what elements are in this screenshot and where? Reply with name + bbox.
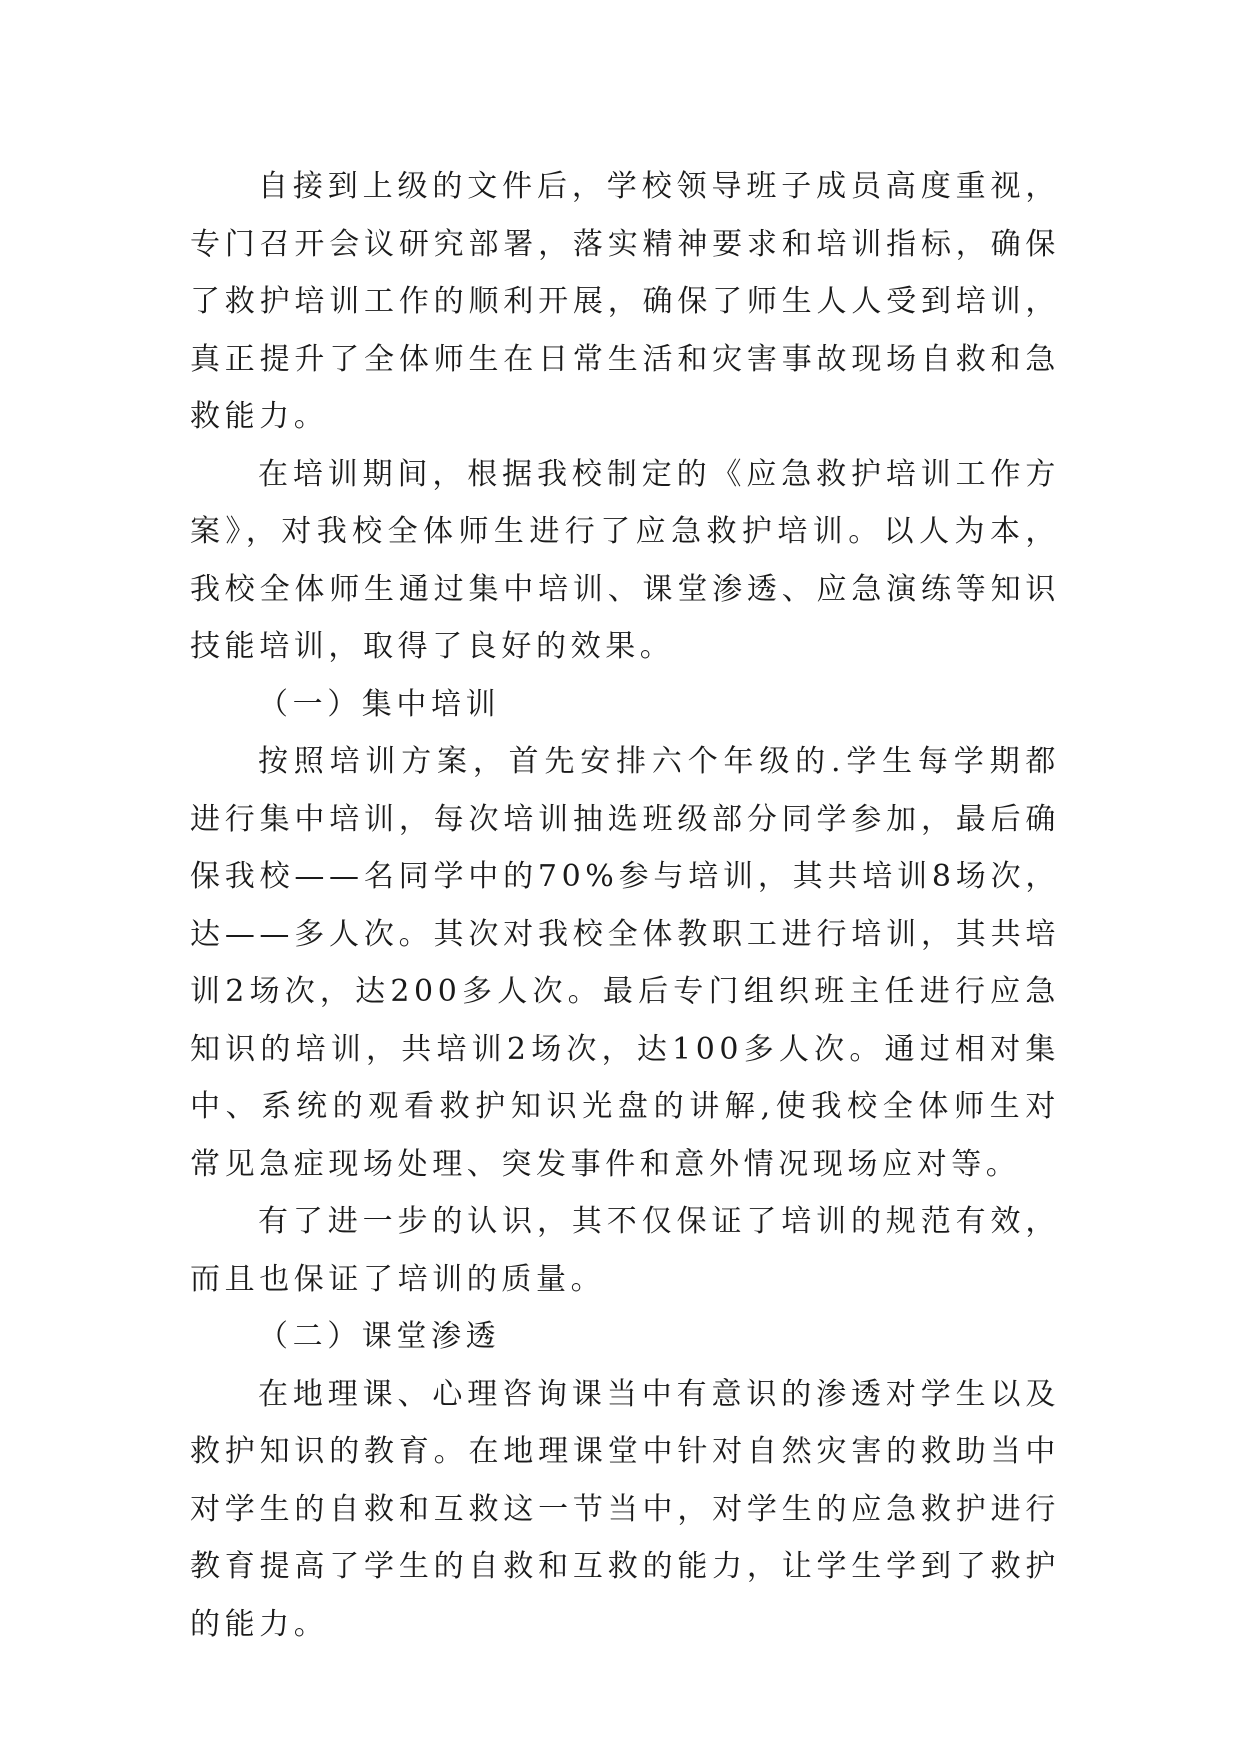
paragraph-centralized-training: 按照培训方案，首先安排六个年级的.学生每学期都进行集中培训，每次培训抽选班级部分同学参加，最后确保我校——名同学中的70%参与培训，其共培训8场次，达——多人次。其次对我校全体教职工进行培训，其共培训2场次，达200多人次。最后专门组织班主任进行应急知识的培训，共培训2场次，达100多人次。通过相对集中、系统的观看救护知识光盘的讲解,使我校全体师生对常见急症现场处理、突发事件和意外情况现场应对等。: [190, 744, 1060, 1182]
paragraph-understanding: 有了进一步的认识，其不仅保证了培训的规范有效，而且也保证了培训的质量。: [190, 1204, 1060, 1297]
paragraph-leadership: 自接到上级的文件后，学校领导班子成员高度重视，专门召开会议研究部署，落实精神要求和培训指标，确保了救护培训工作的顺利开展，确保了师生人人受到培训，真正提升了全体师生在日常生活和灾害事故现场自救和急救能力。: [190, 169, 1060, 434]
document-body: [190, 158, 1060, 1653]
section-heading-classroom-infiltration: （二）课堂渗透: [258, 1319, 501, 1354]
section-heading-centralized-training: （一）集中培训: [258, 686, 501, 722]
paragraph-classroom-infiltration: 在地理课、心理咨询课当中有意识的渗透对学生以及救护知识的教育。在地理课堂中针对自然灾害的救助当中对学生的自救和互救这一节当中，对学生的应急救护进行教育提高了学生的自救和互救的能力，让学生学到了救护的能力。: [190, 1376, 1060, 1642]
paragraph-training-period: 在培训期间，根据我校制定的《应急救护培训工作方案》，对我校全体师生进行了应急救护培训。以人为本，我校全体师生通过集中培训、课堂渗透、应急演练等知识技能培训，取得了良好的效果。: [190, 456, 1060, 664]
